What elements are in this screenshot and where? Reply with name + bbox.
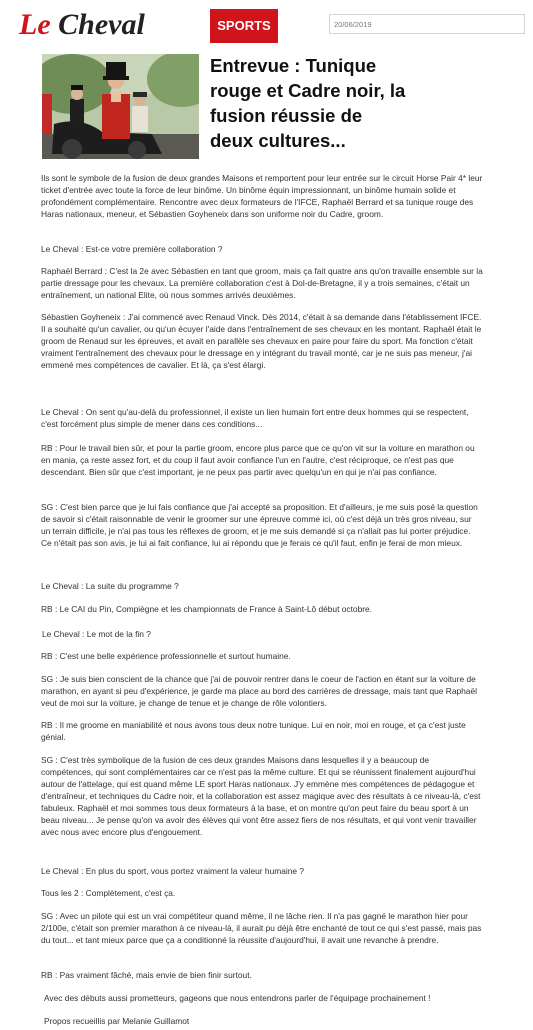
article-title: Entrevue : Tunique rouge et Cadre noir, la fusion réussie de deux cultures...	[210, 55, 406, 151]
answer-paragraph: Sébastien Goyheneix : J'ai commencé avec Renaud Vinck. Dès 2014, c'était à sa demande dans l'établissement IFCE. Il a souhaité qu'un cavalier, ou qu'un écuyer l'aide dans l'entraînement de ses chevaux en les montant. Raphaël était le groom de Renaud sur les épreuves, et avait en parallèle ses chevaux en paire pour faire du sport. Ma fonction c'était vraiment l'entraînement des chevaux pour le dressage en y intégrant du travail monté, car je ne suis pas meneur, j'ai emmené mes compétences de cavalier. Et là, ça s'est élargi.	[41, 312, 482, 371]
author-credit: Propos recueillis par Melanie Guillamot	[44, 1016, 190, 1026]
article-photo	[42, 54, 199, 159]
question-paragraph: Le Cheval : La suite du programme ?	[41, 581, 179, 591]
logo-cheval: Cheval	[58, 8, 145, 41]
question-paragraph: Le Cheval : Le mot de la fin ?	[42, 629, 151, 639]
answer-paragraph: RB : Il me groome en maniabilité et nous avons tous deux notre tunique. Lui en noir, moi en rouge, et ça c'est juste génial.	[41, 720, 466, 743]
answer-paragraph: SG : C'est bien parce que je lui fais confiance que j'ai accepté sa proposition. Et d'ailleurs, je me suis posé la question de savoir si c'était raisonnable de venir le groomer sur une épreuve comme ici, où c'est déjà un très gros niveau, sur un terrain difficile, je n'ai pas tous les réflexes de groom, et je me suis demandé si ça n'allait pas lui porter préjudice. Ce n'était pas son avis, je lui ai fait confiance, lui ai répondu que je ferais ce qu'il faut, enfin je ferai de mon mieux.	[41, 502, 478, 549]
question-paragraph: Le Cheval : On sent qu'au-delà du professionnel, il existe un lien humain fort entre deux hommes qui se respectent, c'est forcément plus simple de mener dans ces conditions...	[41, 407, 469, 430]
answer-paragraph: SG : Je suis bien conscient de la chance que j'ai de pouvoir rentrer dans le coeur de l'action en étant sur la voiture de marathon, en ayant si peu d'expérience, je garde ma place au bord des carrières de dressage, mais tant que Raphaël veut de moi sur la voiture, je change de tenue et je change de rôle volontiers.	[41, 674, 477, 709]
question-paragraph: Le Cheval : Est-ce votre première collaboration ?	[41, 244, 223, 254]
publish-date: 20/06/2019	[329, 14, 525, 34]
answer-paragraph: RB : Pas vraiment fâché, mais envie de bien finir surtout.	[41, 970, 252, 980]
site-logo[interactable]	[19, 6, 145, 44]
logo-le: Le	[19, 8, 51, 41]
answer-paragraph: SG : C'est très symbolique de la fusion de ces deux grandes Maisons dans lesquelles il y a beaucoup de compétences, qui sont complémentaires car ce n'est pas la même culture. Et qui se réunissent finalement aujourd'hui autour de l'attelage, qui est quand même LE sport Haras nationaux. J'y emmène mes compétences de pédagogue et d'entraîneur, et techniques du Cadre noir, et la collaboration est assez magique avec des résultats à ce niveau-là, c'est fabuleux. Raphaël et moi sommes tous deux formateurs à la base, et on montre qu'on peut faire du beau sport à un beau niveau... Je pense qu'on va avoir des élèves qui vont être assez fiers de nos résultats, et qui vont venir travailler avec nous avec encore plus d'engouement.	[41, 755, 481, 838]
answer-paragraph: Tous les 2 : Complètement, c'est ça.	[41, 888, 176, 898]
intro-paragraph: Ils sont le symbole de la fusion de deux grandes Maisons et remportent pour leur entrée sur le circuit Horse Pair 4* leur ticket d'entrée avec toute la force de leur binôme. Un binôme équin impressionnant, un binôme humain solide et profondément complémentaire. Rencontre avec deux formateurs de l'IFCE, Raphaël Berrard et sa tunique rouge des Haras nationaux, meneur, et Sébastien Goyheneix dans son uniforme noir du Cadre, groom.	[41, 173, 483, 220]
answer-paragraph: RB : Pour le travail bien sûr, et pour la partie groom, encore plus parce que ce qu'on vit sur la voiture en marathon ou en mania, ça reste assez fort, et du coup il faut avoir confiance l'un en l'autre, c'est réciproque, ce n'est pas que descendant. Bien sûr que c'est important, je ne peux pas partir avec quelqu'un en qui je n'ai pas confiance.	[41, 443, 475, 478]
answer-paragraph: RB : C'est une belle expérience professionnelle et surtout humaine.	[41, 651, 291, 661]
answer-paragraph: Raphaël Berrard : C'est la 2e avec Sébastien en tant que groom, mais ça fait quatre ans qu'on travaille ensemble sur la partie dressage pour les chevaux. La première collaboration c'est à Dol-de-Bretagne, il y a trois semaines, c'était un entraînement, un national Elite, où nous sommes arrivés deuxièmes.	[41, 266, 483, 301]
closing-paragraph: Avec des débuts aussi prometteurs, gageons que nous entendrons parler de l'équipage prochainement !	[44, 993, 431, 1003]
question-paragraph: Le Cheval : En plus du sport, vous portez vraiment la valeur humaine ?	[41, 866, 305, 876]
answer-paragraph: RB : Le CAI du Pin, Compiègne et les championnats de France à Saint-Lô début octobre.	[41, 604, 373, 614]
section-badge[interactable]: SPORTS	[210, 9, 278, 43]
answer-paragraph: SG : Avec un pilote qui est un vrai compétiteur quand même, il ne lâche rien. Il n'a pas gagné le marathon hier pour 2/100e, c'était son premier marathon à ce niveau-là, il aurait pu déjà être enchanté de tout ce qui s'est passé, mais pas du tout... et tant mieux parce que ça a conditionné la réussite d'aujourd'hui, il avait une revanche à prendre.	[41, 911, 482, 946]
